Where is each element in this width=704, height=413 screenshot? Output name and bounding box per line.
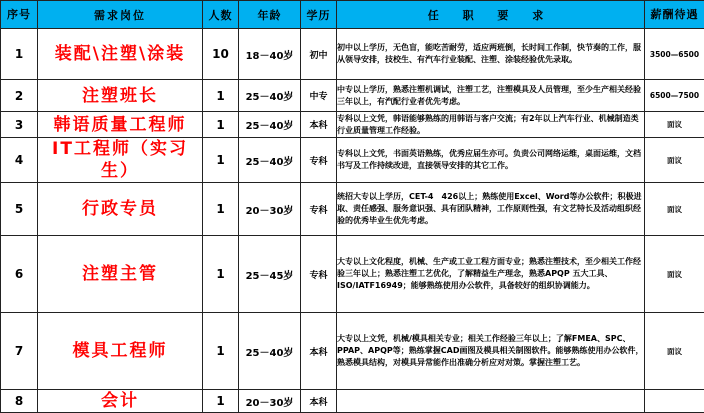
row-requirements: 大专以上文凭，机械/模具相关专业；相关工作经验三年以上；了解FMEA、SPC、PPAP、APQP等；熟练掌握CAD画图及模具相关制图软件。能够熟练使用办公软件，熟悉模具结构，对模具异常能作出准确分析应对对策。掌握注塑工艺。	[337, 313, 645, 390]
header-row	[1, 1, 704, 29]
row-age: 25－40岁	[239, 112, 301, 138]
row-requirements	[337, 390, 645, 413]
table-row	[1, 80, 704, 112]
row-age: 18－40岁	[239, 29, 301, 80]
table-row	[1, 183, 704, 236]
row-requirements: 统招大专以上学历，CET-4 426以上；熟练使用Excel、Word等办公软件；积极进取、责任感强、服务意识强、具有团队精神，工作原则性强，有文艺特长及活动组织经验的优秀毕业生优先考虑。	[337, 183, 645, 236]
row-education: 初中	[301, 29, 337, 80]
row-salary: 3500—6500	[645, 29, 704, 80]
row-no: 3	[1, 112, 38, 138]
table-row	[1, 236, 704, 313]
row-salary: 面议	[645, 236, 704, 313]
row-count: 1	[203, 313, 239, 390]
header-requirements: 任 职 要 求	[337, 1, 645, 29]
row-salary: 面议	[645, 112, 704, 138]
header-count: 人数	[203, 1, 239, 29]
row-salary: 6500—7500	[645, 80, 704, 112]
row-position: 注塑主管	[38, 236, 203, 313]
row-education: 本科	[301, 112, 337, 138]
row-position: 行政专员	[38, 183, 203, 236]
row-position: 会计	[38, 390, 203, 413]
row-salary: 面议	[645, 138, 704, 183]
row-position: 韩语质量工程师	[38, 112, 203, 138]
row-position: IT工程师（实习生）	[38, 138, 203, 183]
row-count: 1	[203, 236, 239, 313]
row-education: 本科	[301, 313, 337, 390]
row-position: 模具工程师	[38, 313, 203, 390]
row-salary: 面议	[645, 183, 704, 236]
row-no: 7	[1, 313, 38, 390]
header-education: 学历	[301, 1, 337, 29]
row-age: 25－40岁	[239, 313, 301, 390]
row-no: 6	[1, 236, 38, 313]
header-age: 年龄	[239, 1, 301, 29]
row-count: 1	[203, 112, 239, 138]
row-count: 1	[203, 390, 239, 413]
header-no: 序号	[1, 1, 38, 29]
row-position: 装配\注塑\涂装	[38, 29, 203, 80]
row-age: 20－30岁	[239, 183, 301, 236]
table-row	[1, 313, 704, 390]
table-row	[1, 390, 704, 413]
row-position: 注塑班长	[38, 80, 203, 112]
row-requirements: 专科以上文凭，书面英语熟练，优秀应届生亦可。负责公司网络运维，桌面运维，文档书写及工作持续改进，直接领导安排的其它工作。	[337, 138, 645, 183]
row-count: 1	[203, 183, 239, 236]
row-salary	[645, 390, 704, 413]
row-no: 2	[1, 80, 38, 112]
row-no: 1	[1, 29, 38, 80]
row-age: 25－40岁	[239, 138, 301, 183]
row-no: 4	[1, 138, 38, 183]
row-salary: 面议	[645, 313, 704, 390]
row-requirements: 初中以上学历，无色盲，能吃苦耐劳，适应两班倒，长时间工作制，快节奏的工作，服从领导安排，技校生、有汽车行业装配、注塑、涂装经验优先录取。	[337, 29, 645, 80]
row-count: 10	[203, 29, 239, 80]
row-education: 本科	[301, 390, 337, 413]
table-row	[1, 138, 704, 183]
row-education: 中专	[301, 80, 337, 112]
row-education: 专科	[301, 183, 337, 236]
row-age: 25－40岁	[239, 80, 301, 112]
row-education: 专科	[301, 236, 337, 313]
row-age: 20－30岁	[239, 390, 301, 413]
row-requirements: 专科以上文凭，韩语能够熟练的用韩语与客户交流；有2年以上汽车行业、机械制造类行业质量管理工作经验。	[337, 112, 645, 138]
row-count: 1	[203, 138, 239, 183]
row-requirements: 大专以上文化程度，机械、生产或工业工程方面专业；熟悉注塑技术，至少相关工作经验三年以上；熟悉注塑工艺优化，了解精益生产理念，熟悉APQP 五大工具、ISO/IATF16949；能够熟练使用办公软件，具备较好的组织协调能力。	[337, 236, 645, 313]
table-row	[1, 112, 704, 138]
row-no: 5	[1, 183, 38, 236]
row-age: 25－45岁	[239, 236, 301, 313]
header-salary: 薪酬待遇	[645, 1, 704, 29]
row-requirements: 中专以上学历，熟悉注塑机调试，注塑工艺，注塑模具及人员管理，至少生产相关经验三年以上，有汽配行业者优先考虑。	[337, 80, 645, 112]
row-education: 专科	[301, 138, 337, 183]
table-row	[1, 29, 704, 80]
row-count: 1	[203, 80, 239, 112]
row-no: 8	[1, 390, 38, 413]
header-position: 需求岗位	[38, 1, 203, 29]
